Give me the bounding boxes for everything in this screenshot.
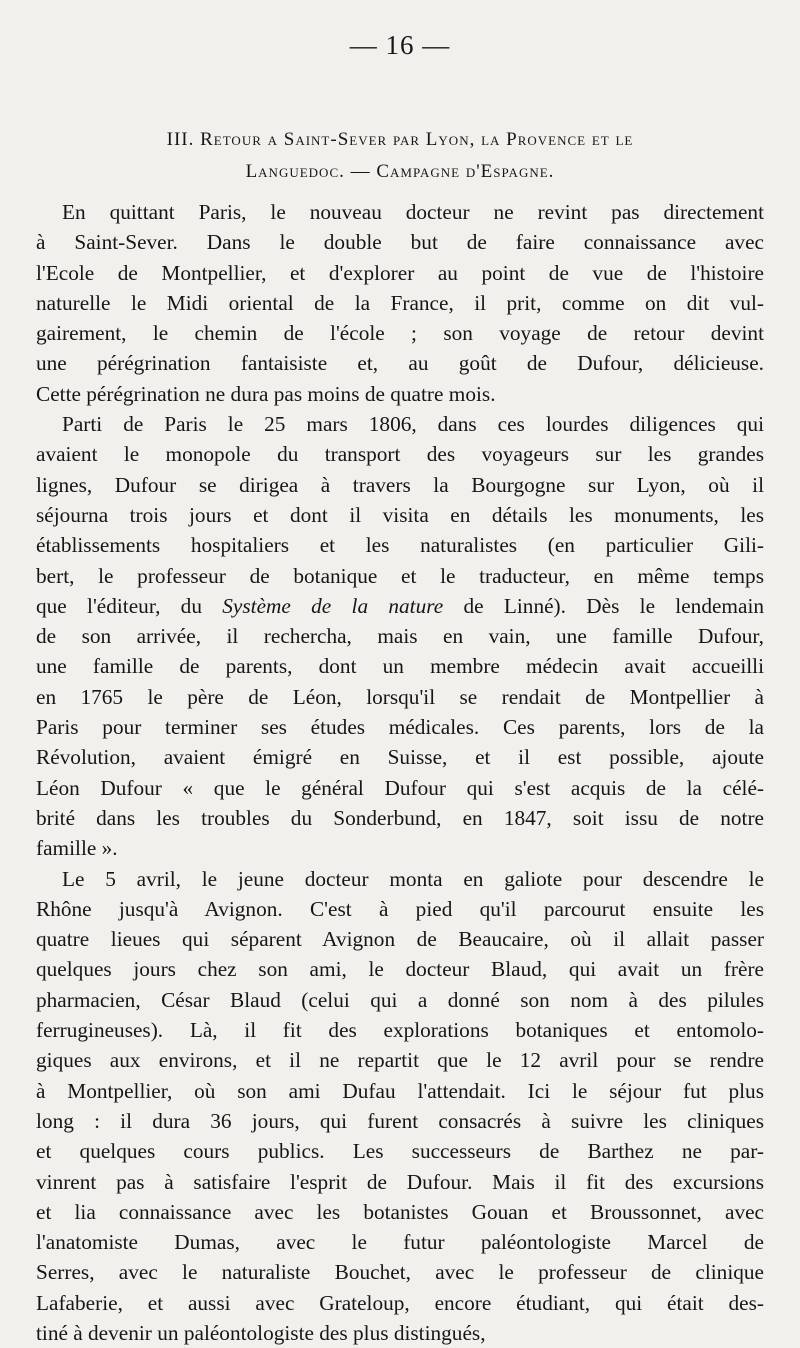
text-line: et quelques cours publics. Les successeurs de Barthez ne par- bbox=[36, 1139, 764, 1164]
text-line: quatre lieues qui séparent Avignon de Beaucaire, où il allait passer bbox=[36, 927, 764, 952]
text-line: bert, le professeur de botanique et le traducteur, en même temps bbox=[36, 563, 764, 588]
text-line: Paris pour terminer ses études médicales. Ces parents, lors de la bbox=[36, 715, 764, 740]
text-line: Le 5 avril, le jeune docteur monta en galiote pour descendre le bbox=[62, 866, 764, 891]
text-line: tiné à devenir un paléontologiste des plus distingués, bbox=[36, 1320, 486, 1345]
text-line: une famille de parents, dont un membre médecin avait accueilli bbox=[36, 654, 764, 679]
text-line: avaient le monopole du transport des voyageurs sur les grandes bbox=[36, 442, 764, 467]
text-line-with-title bbox=[36, 591, 764, 621]
text-line: ferrugineuses). Là, il fit des explorations botaniques et entomolo- bbox=[36, 1018, 764, 1043]
text-line: vinrent pas à satisfaire l'esprit de Dufour. Mais il fit des excursions bbox=[36, 1169, 764, 1194]
page-number: — 16 — bbox=[349, 30, 451, 60]
section-heading-line-2: Languedoc. — Campagne d'Espagne. bbox=[245, 161, 555, 182]
text-fragment: que l'éditeur, du bbox=[36, 593, 223, 618]
paragraph-3 bbox=[36, 864, 764, 1348]
text-line: lignes, Dufour se dirigea à travers la Bourgogne sur Lyon, où il bbox=[36, 472, 764, 497]
text-line: Rhône jusqu'à Avignon. C'est à pied qu'il parcourut ensuite les bbox=[36, 896, 764, 921]
text-line: En quittant Paris, le nouveau docteur ne revint pas directement bbox=[62, 200, 764, 224]
text-line: gairement, le chemin de l'école ; son voyage de retour devint bbox=[36, 321, 764, 346]
text-line: quelques jours chez son ami, le docteur Blaud, qui avait un frère bbox=[36, 957, 764, 982]
paragraph-2 bbox=[36, 409, 764, 863]
book-title: Système de la nature bbox=[222, 593, 444, 618]
text-line: Lafaberie, et aussi avec Grateloup, encore étudiant, qui était des- bbox=[36, 1290, 764, 1315]
text-line: Révolution, avaient émigré en Suisse, et il est possible, ajoute bbox=[36, 745, 764, 770]
text-line: giques aux environs, et il ne repartit que le 12 avril pour se rendre bbox=[36, 1048, 764, 1073]
section-heading bbox=[40, 124, 760, 188]
text-fragment: de Linné). Dès le lendemain bbox=[443, 593, 765, 618]
text-line: de son arrivée, il rechercha, mais en vain, une famille Dufour, bbox=[36, 624, 764, 649]
paragraph-1 bbox=[36, 197, 764, 409]
text-line: naturelle le Midi oriental de la France, il prit, comme on dit vul- bbox=[36, 290, 764, 315]
text-line: Serres, avec le naturaliste Bouchet, avec le professeur de clinique bbox=[36, 1260, 764, 1285]
text-line: brité dans les troubles du Sonderbund, en 1847, soit issu de notre bbox=[36, 805, 764, 830]
text-line: l'anatomiste Dumas, avec le futur paléontologiste Marcel de bbox=[36, 1230, 764, 1255]
text-line: pharmacien, César Blaud (celui qui a donné son nom à des pilules bbox=[36, 987, 764, 1012]
text-line: à Saint-Sever. Dans le double but de faire connaissance avec bbox=[36, 230, 764, 255]
body-text bbox=[36, 197, 764, 1348]
text-line: l'Ecole de Montpellier, et d'explorer au point de vue de l'histoire bbox=[36, 260, 764, 285]
text-line: et lia connaissance avec les botanistes Gouan et Broussonnet, avec bbox=[36, 1199, 764, 1224]
text-line: long : il dura 36 jours, qui furent consacrés à suivre les cliniques bbox=[36, 1108, 764, 1133]
text-line: séjourna trois jours et dont il visita en détails les monuments, les bbox=[36, 502, 764, 527]
text-line: famille ». bbox=[36, 836, 118, 861]
text-line: établissements hospitaliers et les naturalistes (en particulier Gili- bbox=[36, 533, 764, 558]
text-line: Léon Dufour « que le général Dufour qui s'est acquis de la célé- bbox=[36, 775, 764, 800]
text-line: en 1765 le père de Léon, lorsqu'il se rendait de Montpellier à bbox=[36, 684, 764, 709]
text-line: Cette pérégrination ne dura pas moins de quatre mois. bbox=[36, 381, 496, 406]
section-heading-line-1: III. Retour a Saint-Sever par Lyon, la Provence et le bbox=[166, 129, 634, 150]
text-line: Parti de Paris le 25 mars 1806, dans ces lourdes diligences qui bbox=[62, 412, 764, 437]
text-line: une pérégrination fantaisiste et, au goût de Dufour, délicieuse. bbox=[36, 351, 764, 376]
text-line: à Montpellier, où son ami Dufau l'attendait. Ici le séjour fut plus bbox=[36, 1078, 764, 1103]
